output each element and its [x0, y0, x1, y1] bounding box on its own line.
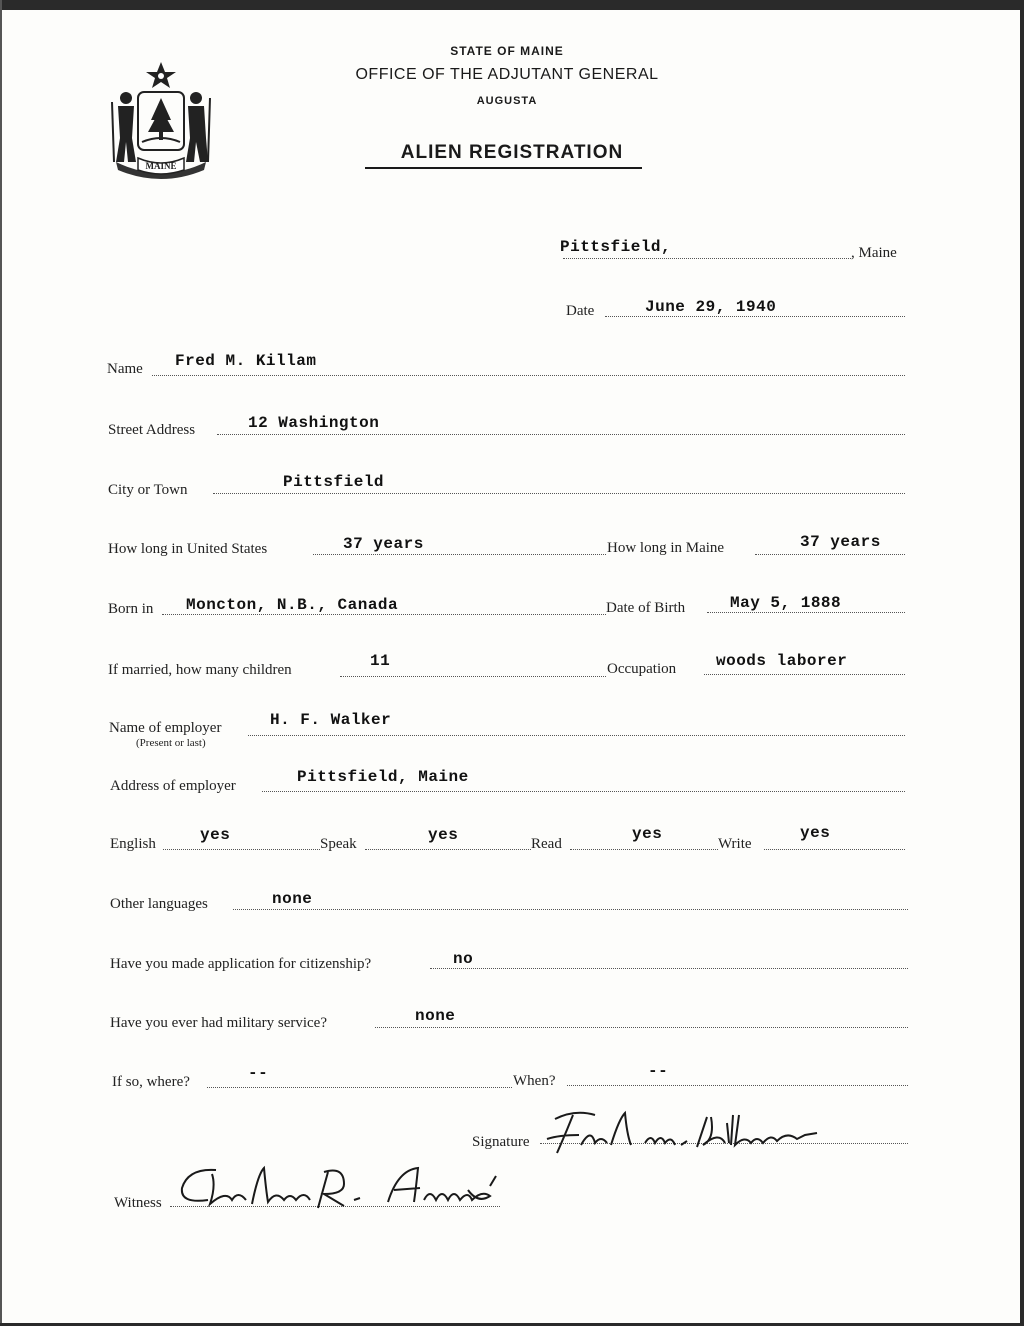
employer-note: (Present or last)	[136, 737, 206, 749]
scan-border-right	[1020, 0, 1024, 1326]
employer-label: Name of employer	[109, 720, 222, 736]
date-line	[605, 316, 905, 317]
form-title: ALIEN REGISTRATION	[400, 142, 624, 163]
children-value: 11	[370, 652, 391, 670]
scan-border-top	[0, 0, 1024, 10]
header-office: OFFICE OF THE ADJUTANT GENERAL	[355, 66, 659, 83]
city-value: Pittsfield	[283, 473, 385, 491]
employer-value: H. F. Walker	[270, 711, 392, 729]
write-value: yes	[800, 824, 831, 842]
when-value: --	[648, 1062, 669, 1080]
read-line	[570, 849, 718, 850]
other-languages-line	[233, 909, 908, 910]
read-label: Read	[531, 836, 562, 852]
maine-years-value: 37 years	[800, 533, 881, 551]
city-line	[213, 493, 905, 494]
street-label: Street Address	[108, 422, 196, 438]
witness-label: Witness	[114, 1195, 162, 1211]
us-years-line	[313, 554, 606, 555]
write-line	[764, 849, 905, 850]
read-value: yes	[632, 825, 663, 843]
born-value: Moncton, N.B., Canada	[186, 596, 399, 614]
title-underline	[365, 167, 642, 169]
other-languages-label: Other languages	[110, 896, 208, 912]
citizenship-value: no	[453, 950, 474, 968]
town-state-label: , Maine	[851, 245, 897, 261]
dob-value: May 5, 1888	[730, 594, 842, 612]
where-value: --	[248, 1064, 269, 1082]
svg-text:MAINE: MAINE	[145, 161, 177, 171]
speak-value: yes	[428, 826, 459, 844]
children-line	[340, 676, 606, 677]
name-line	[152, 375, 905, 376]
town-line	[563, 258, 851, 259]
born-line	[162, 614, 606, 615]
city-label: City or Town	[108, 482, 188, 498]
name-label: Name	[107, 361, 143, 377]
english-value: yes	[200, 826, 231, 844]
date-label: Date	[566, 303, 595, 319]
where-label: If so, where?	[112, 1074, 190, 1090]
applicant-signature	[535, 1105, 835, 1160]
military-label: Have you ever had military service?	[110, 1015, 327, 1031]
military-line	[375, 1027, 908, 1028]
us-years-label: How long in United States	[108, 541, 268, 557]
dob-label: Date of Birth	[606, 600, 686, 616]
english-line	[163, 849, 320, 850]
signature-label: Signature	[472, 1134, 530, 1150]
when-line	[567, 1085, 908, 1086]
scan-border-left	[0, 0, 2, 1326]
maine-years-line	[755, 554, 905, 555]
employer-address-label: Address of employer	[110, 778, 236, 794]
header-state: STATE OF MAINE	[450, 44, 564, 58]
town-value: Pittsfield,	[560, 238, 672, 256]
date-value: June 29, 1940	[645, 298, 777, 316]
witness-signature	[168, 1160, 508, 1220]
english-label: English	[110, 836, 156, 852]
header-city: AUGUSTA	[476, 95, 538, 107]
born-label: Born in	[108, 601, 154, 617]
military-value: none	[415, 1007, 456, 1025]
occupation-value: woods laborer	[716, 652, 848, 670]
where-line	[207, 1087, 512, 1088]
children-label: If married, how many children	[108, 662, 292, 678]
us-years-value: 37 years	[343, 535, 424, 553]
when-label: When?	[513, 1073, 556, 1089]
citizenship-line	[430, 968, 908, 969]
citizenship-label: Have you made application for citizenship?	[110, 956, 372, 972]
dob-line	[707, 612, 905, 613]
street-value: 12 Washington	[248, 414, 380, 432]
employer-address-line	[262, 791, 905, 792]
employer-address-value: Pittsfield, Maine	[297, 768, 469, 786]
occupation-line	[704, 674, 905, 675]
occupation-label: Occupation	[607, 661, 677, 677]
name-value: Fred M. Killam	[175, 352, 317, 370]
street-line	[217, 434, 905, 435]
speak-label: Speak	[320, 836, 357, 852]
speak-line	[365, 849, 531, 850]
employer-line	[248, 735, 905, 736]
other-languages-value: none	[272, 890, 313, 908]
write-label: Write	[718, 836, 752, 852]
maine-years-label: How long in Maine	[607, 540, 725, 556]
